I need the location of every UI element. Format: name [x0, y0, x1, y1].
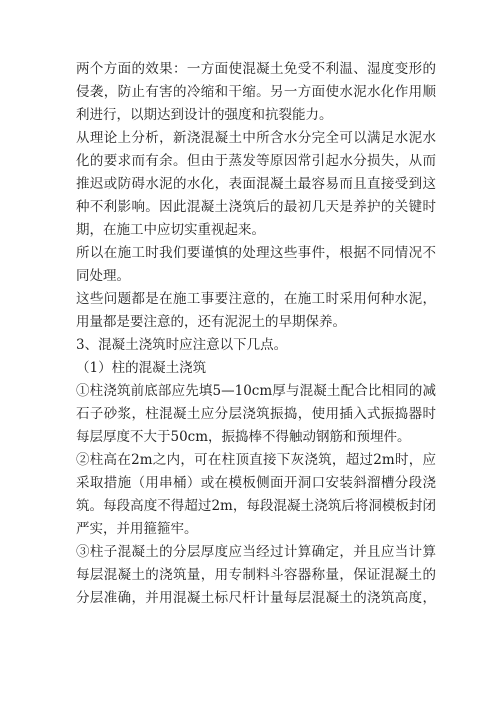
text-line: 从理论上分析，新浇混凝土中所含水分完全可以满足水泥水: [76, 130, 436, 146]
text-line: 两个方面的效果：一方面使混凝土免受不利温、湿度变形的: [76, 61, 436, 77]
text-line: 所以在施工时我们要谨慎的处理这些事件，根据不同情况不: [76, 245, 436, 261]
text-line: 采取措施（用串桶）或在模板侧面开洞口安装斜溜槽分段浇: [76, 475, 436, 491]
text-line: 3、混凝土浇筑时应注意以下几点。: [76, 337, 288, 353]
text-line: 化的要求而有余。但由于蒸发等原因常引起水分损失，从而: [76, 153, 436, 169]
text-line: ①柱浇筑前底部应先填5—10cm厚与混凝土配合比相同的减: [76, 383, 436, 399]
text-line: （1）柱的混凝土浇筑: [76, 360, 207, 376]
text-line: 用量都是要注意的，还有泥泥土的早期保养。: [76, 314, 346, 330]
body-text: [76, 58, 436, 610]
text-line: ③柱子混凝土的分层厚度应当经过计算确定，并且应当计算: [76, 544, 436, 560]
text-line: 分层准确，并用混凝土标尺杆计量每层混凝土的浇筑高度，: [76, 590, 436, 606]
text-line: 石子砂浆，柱混凝土应分层浇筑振捣，使用插入式振捣器时: [76, 406, 436, 422]
text-line: 侵袭，防止有害的冷缩和干缩。另一方面使水泥水化作用顺: [76, 84, 436, 100]
text-line: 每层厚度不大于50cm，振捣棒不得触动钢筋和预埋件。: [76, 429, 411, 445]
text-line: 期，在施工中应切实重视起来。: [76, 222, 265, 238]
text-line: 种不利影响。因此混凝土浇筑后的最初几天是养护的关键时: [76, 199, 436, 215]
text-line: 每层混凝土的浇筑量，用专制料斗容器称量，保证混凝土的: [76, 567, 436, 583]
text-line: 推迟或防碍水泥的水化，表面混凝土最容易而且直接受到这: [76, 176, 436, 192]
text-line: ②柱高在2m之内，可在柱顶直接下灰浇筑，超过2m时，应: [76, 452, 436, 468]
text-line: 严实，并用箍箍牢。: [76, 521, 198, 537]
text-line: 利进行，以期达到设计的强度和抗裂能力。: [76, 107, 333, 123]
text-line: 这些问题都是在施工事要注意的，在施工时采用何种水泥，: [76, 291, 436, 307]
text-line: 筑。每段高度不得超过2m，每段混凝土浇筑后将洞模板封闭: [76, 498, 436, 514]
text-line: 同处理。: [76, 268, 130, 284]
